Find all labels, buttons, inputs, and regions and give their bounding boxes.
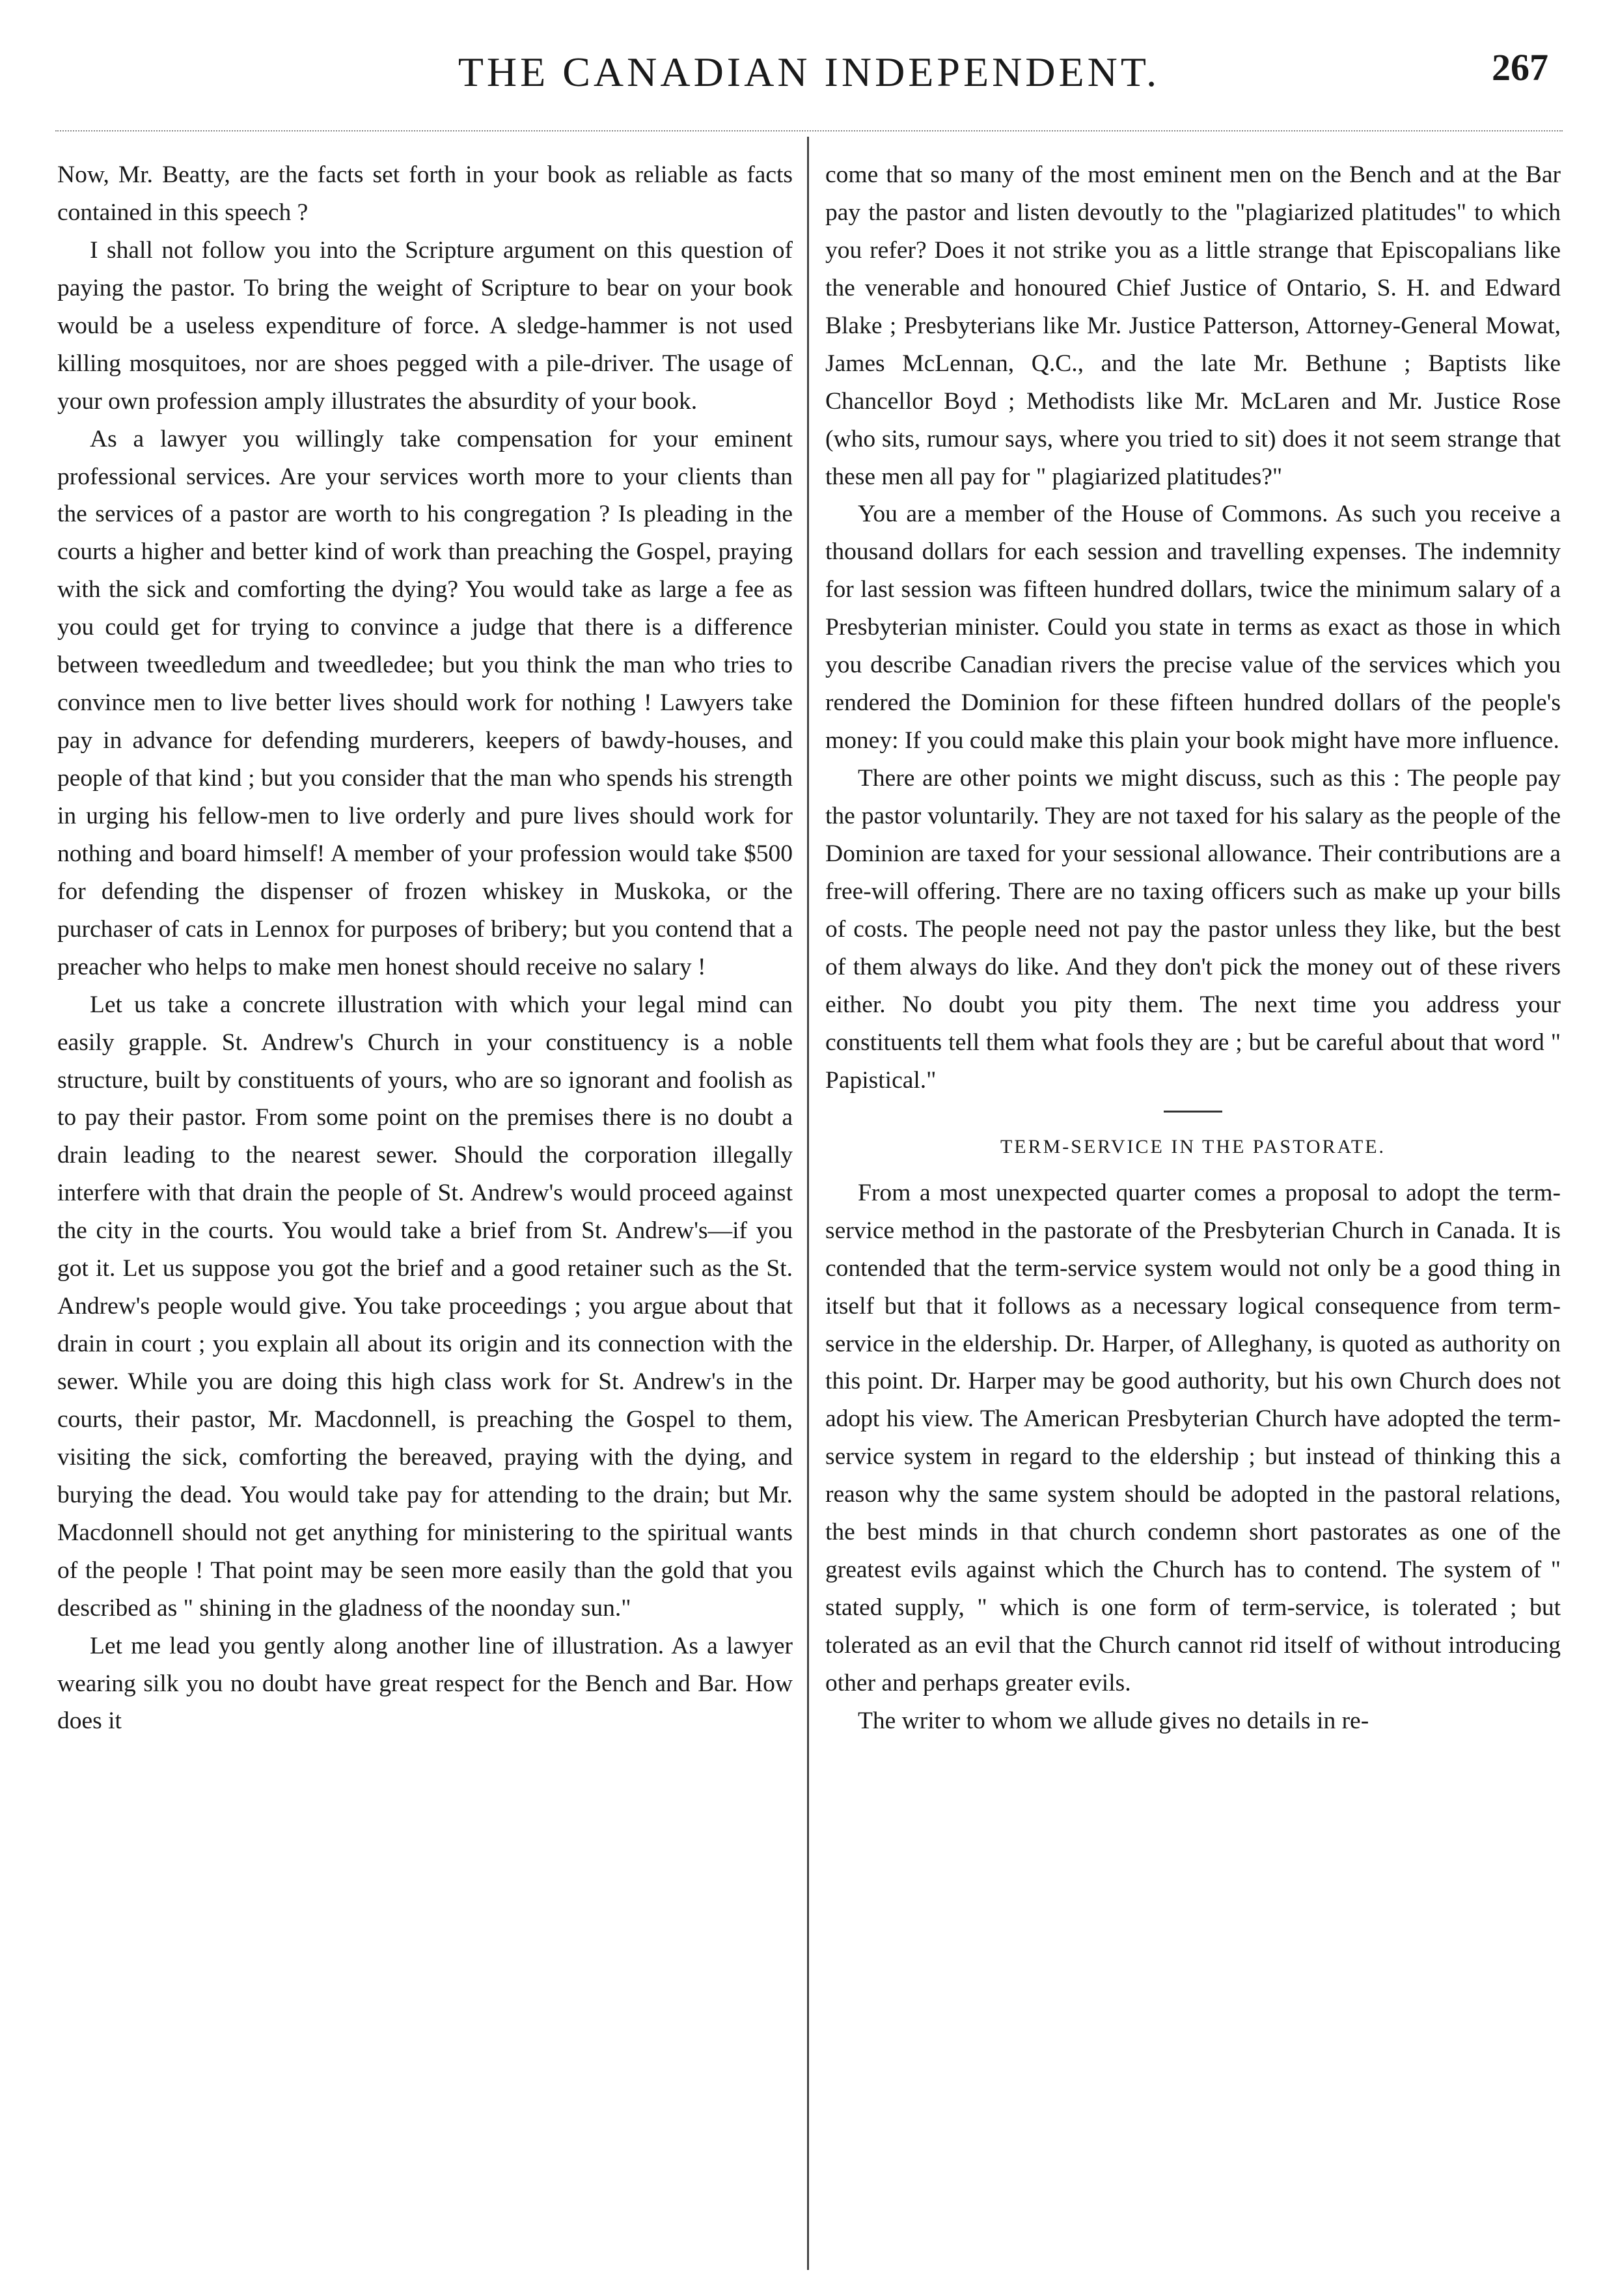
page-number: 267 — [1492, 46, 1548, 89]
header-rule — [55, 130, 1563, 131]
paragraph: As a lawyer you willingly take compensation for your eminent professional services. Are your services worth more to your clients than the services of a pastor are worth to his congregation ? Is pleading in the courts a higher and better kind of work than preaching the Gospel, praying with the sick and comforting the dying? You would take as large a fee as you could get for trying to convince a judge that there is a difference between tweedledum and tweedledee; but you think the man who tries to convince men to live better lives should work for nothing ! Lawyers take pay in advance for defending murderers, keepers of bawdy-houses, and people of that kind ; but you consider that the man who spends his strength in urging his fellow-men to live orderly and pure lives should work for nothing and board himself! A member of your profession would take $500 for defending the dispenser of frozen whiskey in Muskoka, or the purchaser of cats in Lennox for purposes of bribery; but you contend that a preacher who helps to make men honest should receive no salary ! — [57, 425, 793, 980]
paragraph: Let me lead you gently along another line of illustration. As a lawyer wearing silk you no doubt have great respect for the Bench and Bar. How does it — [57, 1632, 793, 1735]
section-heading: TERM-SERVICE IN THE PASTORATE. — [1000, 1136, 1386, 1158]
paragraph: The writer to whom we allude gives no details in re- — [858, 1707, 1369, 1734]
column-divider — [807, 137, 809, 2270]
left-column — [57, 156, 793, 2257]
paragraph: There are other points we might discuss, such as this : The people pay the pastor voluntarily. They are not taxed for his salary as the people of the Dominion are taxed for your sessional allowance. Their contributions are a free-will offering. There are no taxing officers such as make up your bills of costs. The people need not pay the pastor unless they like, but the best of them always do like. And they don't pick the money out of these rivers either. No doubt you pity them. The next time you address your constituents tell them what fools they are ; but be careful about that word " Papistical." — [825, 765, 1561, 1094]
journal-title: THE CANADIAN INDEPENDENT. — [458, 49, 1160, 95]
paragraph: Let us take a concrete illustration with which your legal mind can easily grapple. St. Andrew's Church in your constituency is a noble structure, built by constituents of yours, who are so ignorant and foolish as to pay their pastor. From some point on the premises there is no doubt a drain leading to the nearest sewer. Should the corporation illegally interfere with that drain the people of St. Andrew's would proceed against the city in the courts. You would take a brief from St. Andrew's—if you got it. Let us suppose you got the brief and a good retainer such as the St. Andrew's people would give. You take proceedings ; you argue about that drain in court ; you explain all about its origin and its connection with the sewer. While you are doing this high class work for St. Andrew's in the courts, their pastor, Mr. Macdonnell, is preaching the Gospel to them, visiting the sick, comforting the bereaved, praying with the dying, and burying the dead. You would take pay for attending to the drain; but Mr. Macdonnell should not get anything for ministering to the spiritual wants of the people ! That point may be seen more easily than the gold that you described as " shining in the gladness of the noonday sun." — [57, 991, 793, 1622]
section-rule — [1164, 1111, 1222, 1113]
paragraph: Now, Mr. Beatty, are the facts set forth in your book as reliable as facts contained in this speech ? — [57, 161, 793, 226]
page-header — [55, 39, 1563, 111]
paragraph: come that so many of the most eminent men on the Bench and at the Bar pay the pastor and listen devoutly to the "plagiarized platitudes" to which you refer? Does it not strike you as a little strange that Episcopalians like the venerable and honoured Chief Justice of Ontario, S. H. and Edward Blake ; Presbyterians like Mr. Justice Patterson, Attorney-General Mowat, James McLennan, Q.C., and the late Mr. Bethune ; Baptists like Chancellor Boyd ; Methodists like Mr. McLaren and Mr. Justice Rose (who sits, rumour says, where you tried to sit) does it not seem strange that these men all pay for " plagiarized platitudes?" — [825, 161, 1561, 490]
right-column — [825, 156, 1561, 2257]
paragraph: You are a member of the House of Commons. As such you receive a thousand dollars for each session and travelling expenses. The indemnity for last session was fifteen hundred dollars, twice the minimum salary of a Presbyterian minister. Could you state in terms as exact as those in which you describe Canadian rivers the precise value of the services which you rendered the Dominion for these fifteen hundred dollars of the people's money: If you could make this plain your book might have more influence. — [825, 501, 1561, 754]
paragraph: I shall not follow you into the Scripture argument on this question of paying the pastor. To bring the weight of Scripture to bear on your book would be a useless expenditure of force. A sledge-hammer is not used killing mosquitoes, nor are shoes pegged with a pile-driver. The usage of your own profession amply illustrates the absurdity of your book. — [57, 236, 793, 415]
paragraph: From a most unexpected quarter comes a proposal to adopt the term-service method in the pastorate of the Presbyterian Church in Canada. It is contended that the term-service system would not only be a good thing in itself but that it follows as a necessary logical consequence from term-service in the eldership. Dr. Harper, of Alleghany, is quoted as authority on this point. Dr. Harper may be good authority, but his own Church does not adopt his view. The American Presbyterian Church have adopted the term-service system in regard to the eldership ; but instead of thinking this a reason why the same system should be adopted in the pastoral relations, the best minds in that church condemn short pastorates as one of the greatest evils against which the Church has to contend. The system of " stated supply, " which is one form of term-service, is tolerated ; but tolerated as an evil that the Church cannot rid itself of without introducing other and perhaps greater evils. — [825, 1179, 1561, 1696]
